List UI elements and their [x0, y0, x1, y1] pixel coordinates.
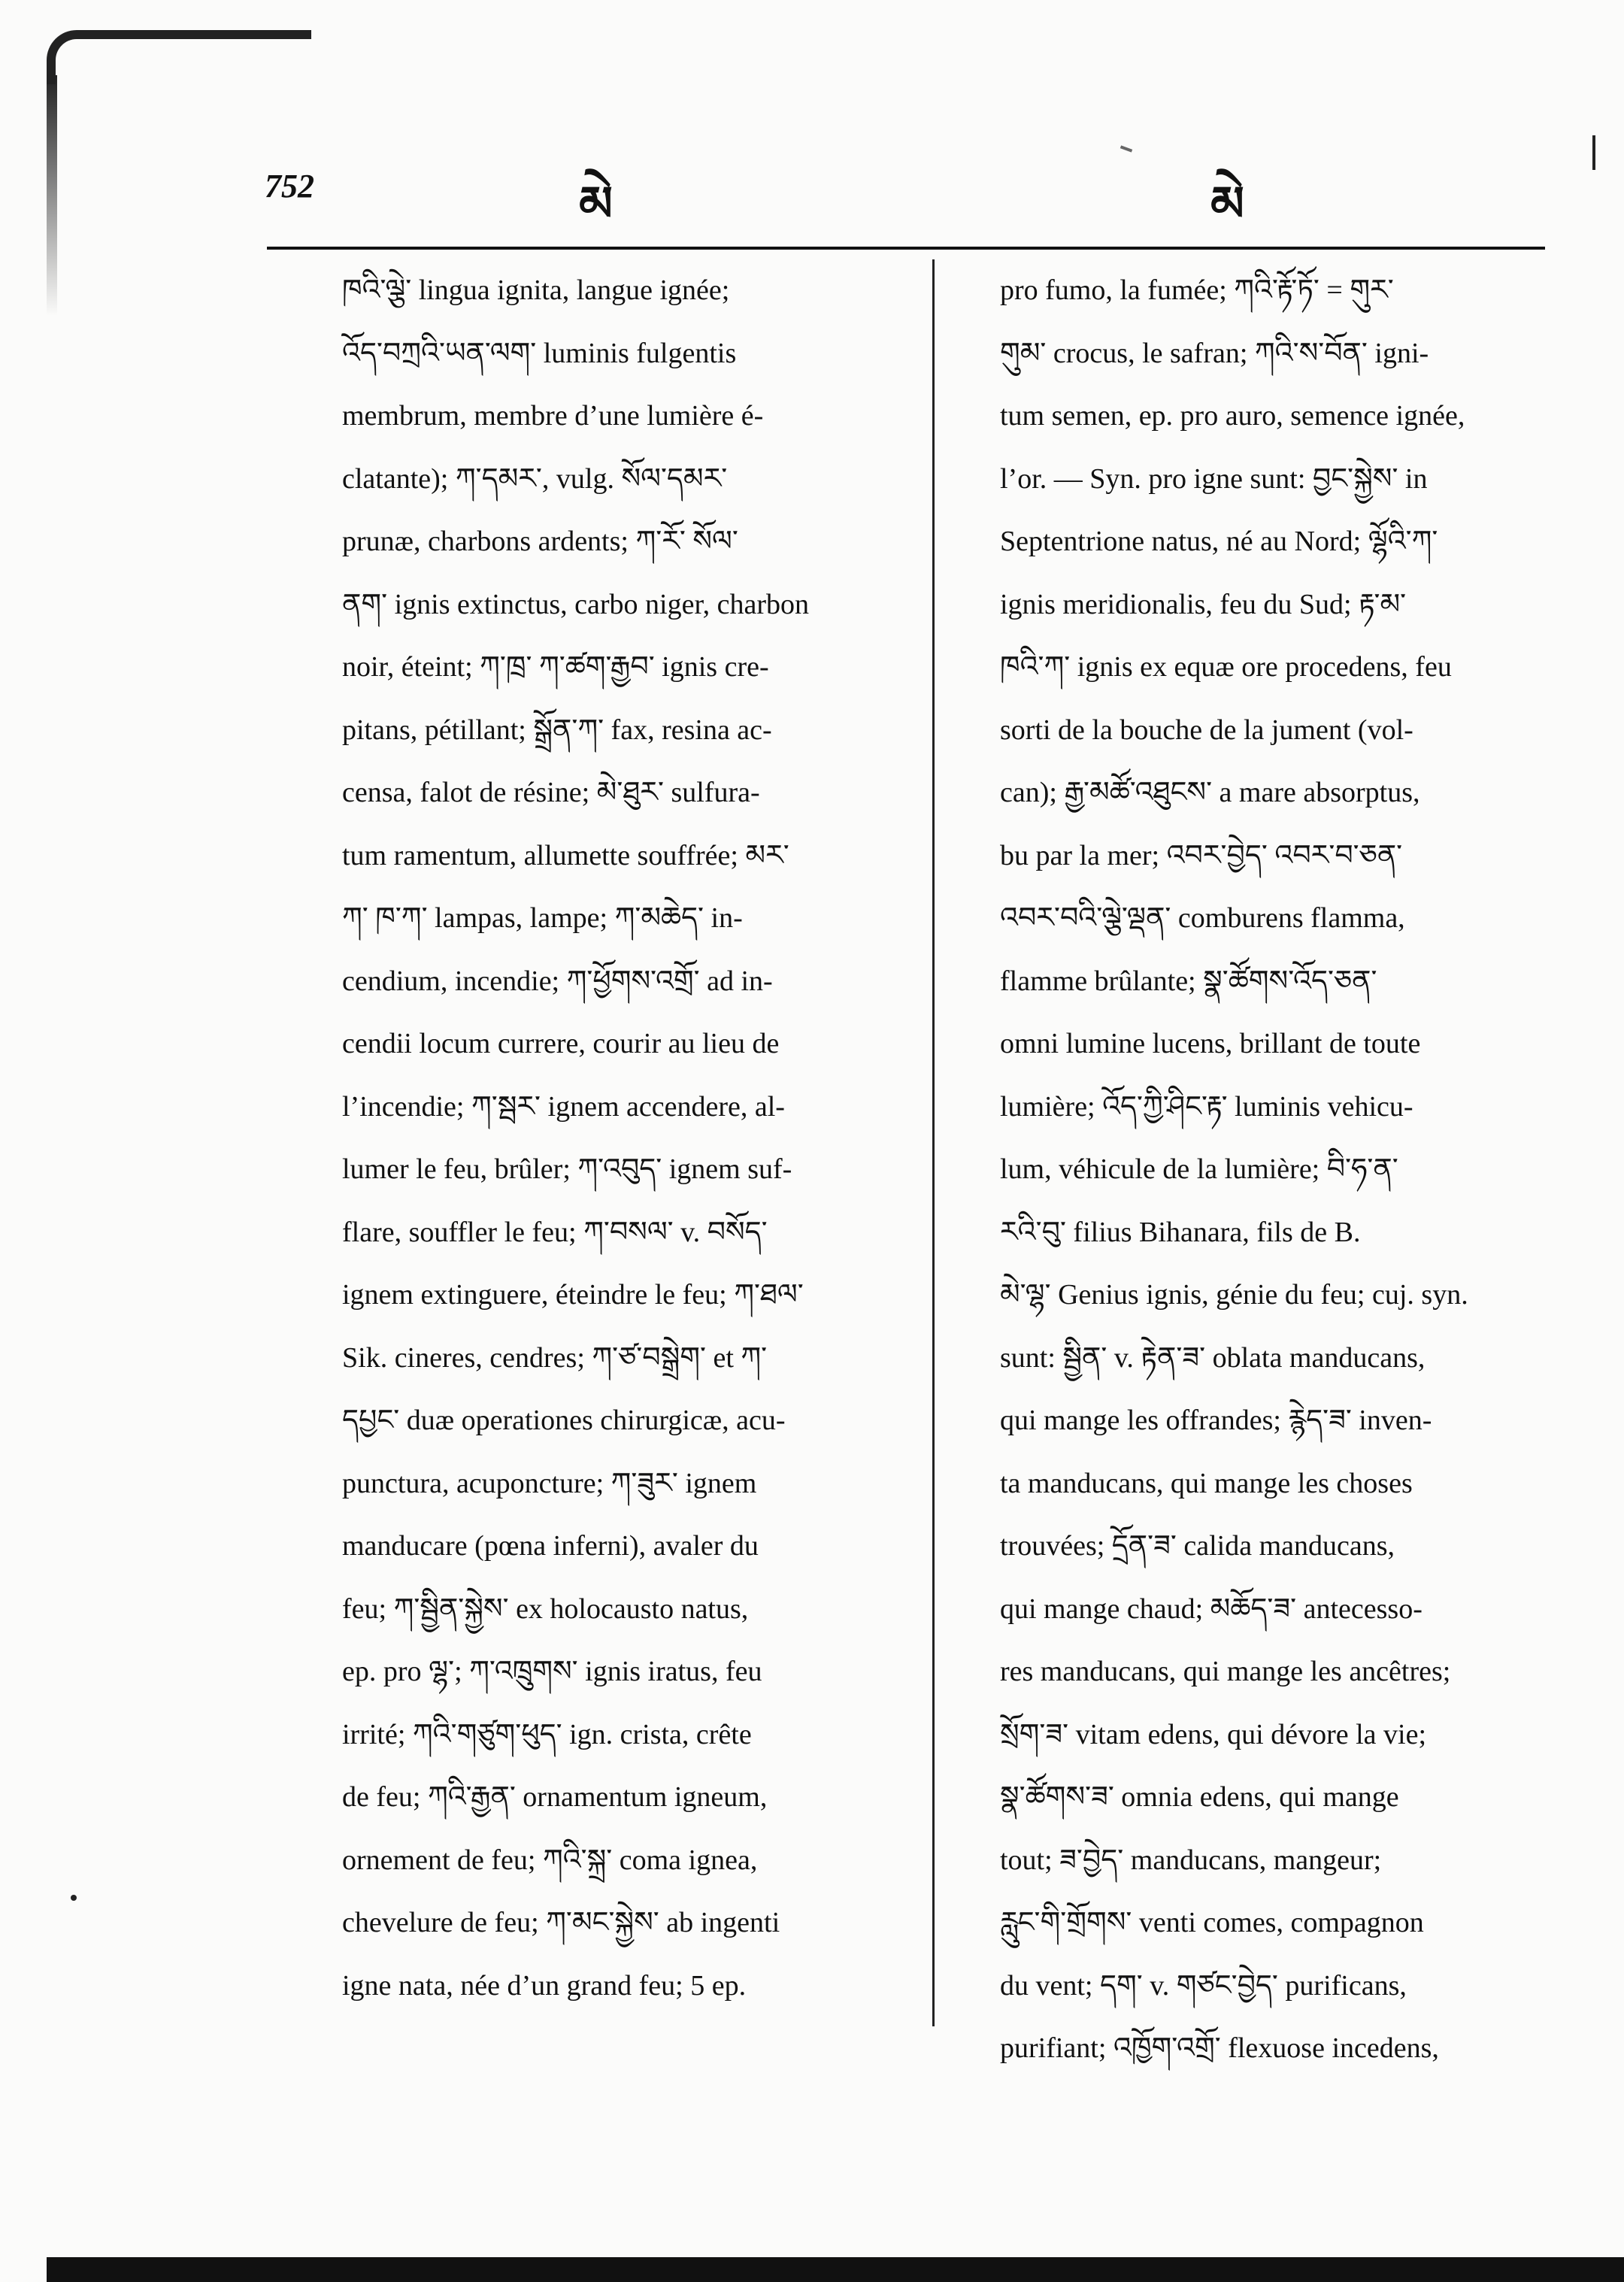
text-line: de feu; ཀའི་རྒྱན་ ornamentum igneum, [342, 1781, 768, 1813]
page-number: 752 [265, 168, 314, 205]
text-line: ignem extinguere, éteindre le feu; ཀ་ཐལ་ [342, 1279, 804, 1311]
text-line: res manducans, qui mange les ancêtres; [1000, 1656, 1451, 1687]
text-line: trouvées; དྲོན་ཟ་ calida manducans, [1000, 1530, 1395, 1562]
text-line: ནག་ ignis extinctus, carbo niger, charbon [342, 588, 810, 620]
stray-mark [1120, 145, 1132, 152]
text-line: noir, éteint; ཀ་ཁྲ་ ཀ་ཚག་རྒྱབ་ ignis cre- [342, 651, 769, 683]
text-line: qui mange les offrandes; རྙེད་ཟ་ inven- [1000, 1405, 1432, 1436]
ink-speck [71, 1895, 77, 1901]
text-line: lum, véhicule de la lumière; བི་ཧ་ན་ [1000, 1153, 1398, 1185]
text-line: pro fumo, la fumée; ཀའི་རྟོ་ཏོ་ = གུར་ [1000, 274, 1394, 306]
text-line: རའི་བུ་ filius Bihanara, fils de B. [1000, 1216, 1361, 1248]
right-running-head: མེ [1210, 177, 1244, 231]
text-line: igne nata, née d’un grand feu; 5 ep. [342, 1969, 747, 2002]
text-line: manducare (pœna inferni), avaler du [342, 1530, 759, 1562]
text-line: l’incendie; ཀ་སྦར་ ignem accendere, al- [342, 1090, 785, 1123]
text-line: ornement de feu; ཀའི་སྐྲ་ coma ignea, [342, 1844, 758, 1876]
text-line: tout; ཟ་བྱེད་ manducans, mangeur; [1000, 1844, 1382, 1876]
text-line: ཁའི་ཀ་ ignis ex equæ ore procedens, feu [1000, 651, 1452, 683]
header-rule [267, 247, 1545, 250]
column-divider [932, 259, 935, 2026]
text-line: སྣ་ཚོགས་ཟ་ omnia edens, qui mange [1000, 1781, 1399, 1813]
text-line: lumer le feu, brûler; ཀ་འབུད་ ignem suf- [342, 1153, 792, 1185]
text-line: ཁའི་ལྕེ་ lingua ignita, langue ignée; [342, 274, 730, 306]
text-line: du vent; དག་ v. གཙང་བྱེད་ purificans, [1000, 1969, 1407, 2002]
text-line: censa, falot de résine; མེ་ཐུར་ sulfura- [342, 777, 760, 808]
text-line: ignis meridionalis, feu du Sud; རྟ་མ་ [1000, 588, 1407, 620]
left-running-head: མེ [579, 177, 613, 231]
text-line: tum ramentum, allumette souffrée; མར་ [342, 839, 789, 871]
text-line: འབར་བའི་ལྕེ་ལྡན་ comburens flamma, [1000, 902, 1405, 934]
text-line: རླུང་གི་གྲོགས་ venti comes, compagnon [1000, 1907, 1424, 1938]
text-line: སྲོག་ཟ་ vitam edens, qui dévore la vie; [1000, 1718, 1427, 1750]
text-line: cendium, incendie; ཀ་ཕྱོགས་འགྲོ་ ad in- [342, 965, 773, 997]
text-line: clatante); ཀ་དམར་, vulg. སོལ་དམར་ [342, 462, 728, 495]
right-column [1000, 259, 1579, 2080]
text-line: membrum, membre d’une lumière é- [342, 400, 764, 432]
text-line: chevelure de feu; ཀ་མང་སྐྱེས་ ab ingenti [342, 1907, 780, 1938]
text-line: གུམ་ crocus, le safran; ཀའི་ས་བོན་ igni- [1000, 337, 1429, 369]
bottom-scan-edge [47, 2257, 1624, 2282]
page-corner-mark [47, 30, 311, 84]
text-line: prunæ, charbons ardents; ཀ་རོ་ སོལ་ [342, 526, 738, 557]
text-line: can); རྒྱ་མཚོ་འཐུངས་ a mare absorptus, [1000, 777, 1420, 808]
text-line: omni lumine lucens, brillant de toute [1000, 1028, 1421, 1059]
margin-mark [1592, 135, 1595, 170]
text-line: feu; ཀ་སྦྱིན་སྐྱེས་ ex holocausto natus, [342, 1593, 749, 1625]
text-line: sorti de la bouche de la jument (vol- [1000, 714, 1413, 746]
text-line: འོད་བཀྲའི་ཡན་ལག་ luminis fulgentis [342, 337, 737, 369]
text-line: Septentrione natus, né au Nord; ལྷོའི་ཀ་ [1000, 526, 1438, 557]
text-line: punctura, acuponcture; ཀ་ཟུར་ ignem [342, 1467, 757, 1499]
text-line: irrité; ཀའི་གཙུག་ཕུད་ ign. crista, crête [342, 1718, 752, 1750]
text-line: bu par la mer; འབར་བྱེད་ འབར་བ་ཅན་ [1000, 839, 1403, 871]
left-column [342, 259, 921, 2017]
text-line: qui mange chaud; མཆོད་ཟ་ antecesso- [1000, 1593, 1423, 1625]
text-line: མེ་ལྷ་ Genius ignis, génie du feu; cuj. syn. [1000, 1279, 1468, 1311]
text-line: ཀ་ ཁ་ཀ་ lampas, lampe; ཀ་མཆེད་ in- [342, 902, 743, 934]
text-line: sunt: སྦྱིན་ v. རྟེན་ཟ་ oblata manducans, [1000, 1341, 1426, 1374]
text-line: དཔྱང་ duæ operationes chirurgicæ, acu- [342, 1405, 786, 1436]
text-line: lumière; འོད་ཀྱི་ཤིང་རྟ་ luminis vehicu- [1000, 1090, 1413, 1123]
text-line: ta manducans, qui mange les choses [1000, 1467, 1413, 1499]
text-line: ep. pro ལྷ་; ཀ་འཁྲུགས་ ignis iratus, feu [342, 1656, 762, 1687]
text-line: flamme brûlante; སྣ་ཚོགས་འོད་ཅན་ [1000, 965, 1377, 997]
page-edge-shadow [47, 75, 57, 316]
text-line: Sik. cineres, cendres; ཀ་ཙ་བསྒྲེག་ et ཀ་ [342, 1341, 768, 1374]
text-line: l’or. — Syn. pro igne sunt: བྱང་སྐྱེས་ in [1000, 462, 1428, 495]
text-line: flare, souffler le feu; ཀ་བསལ་ v. བསོད་ [342, 1216, 768, 1248]
text-line: cendii locum currere, courir au lieu de [342, 1028, 780, 1059]
text-line: purifiant; འཁྱོག་འགྲོ་ flexuose incedens, [1000, 2032, 1439, 2064]
text-line: pitans, pétillant; སྒྲོན་ཀ་ fax, resina ac- [342, 714, 772, 746]
text-line: tum semen, ep. pro auro, semence ignée, [1000, 400, 1465, 432]
